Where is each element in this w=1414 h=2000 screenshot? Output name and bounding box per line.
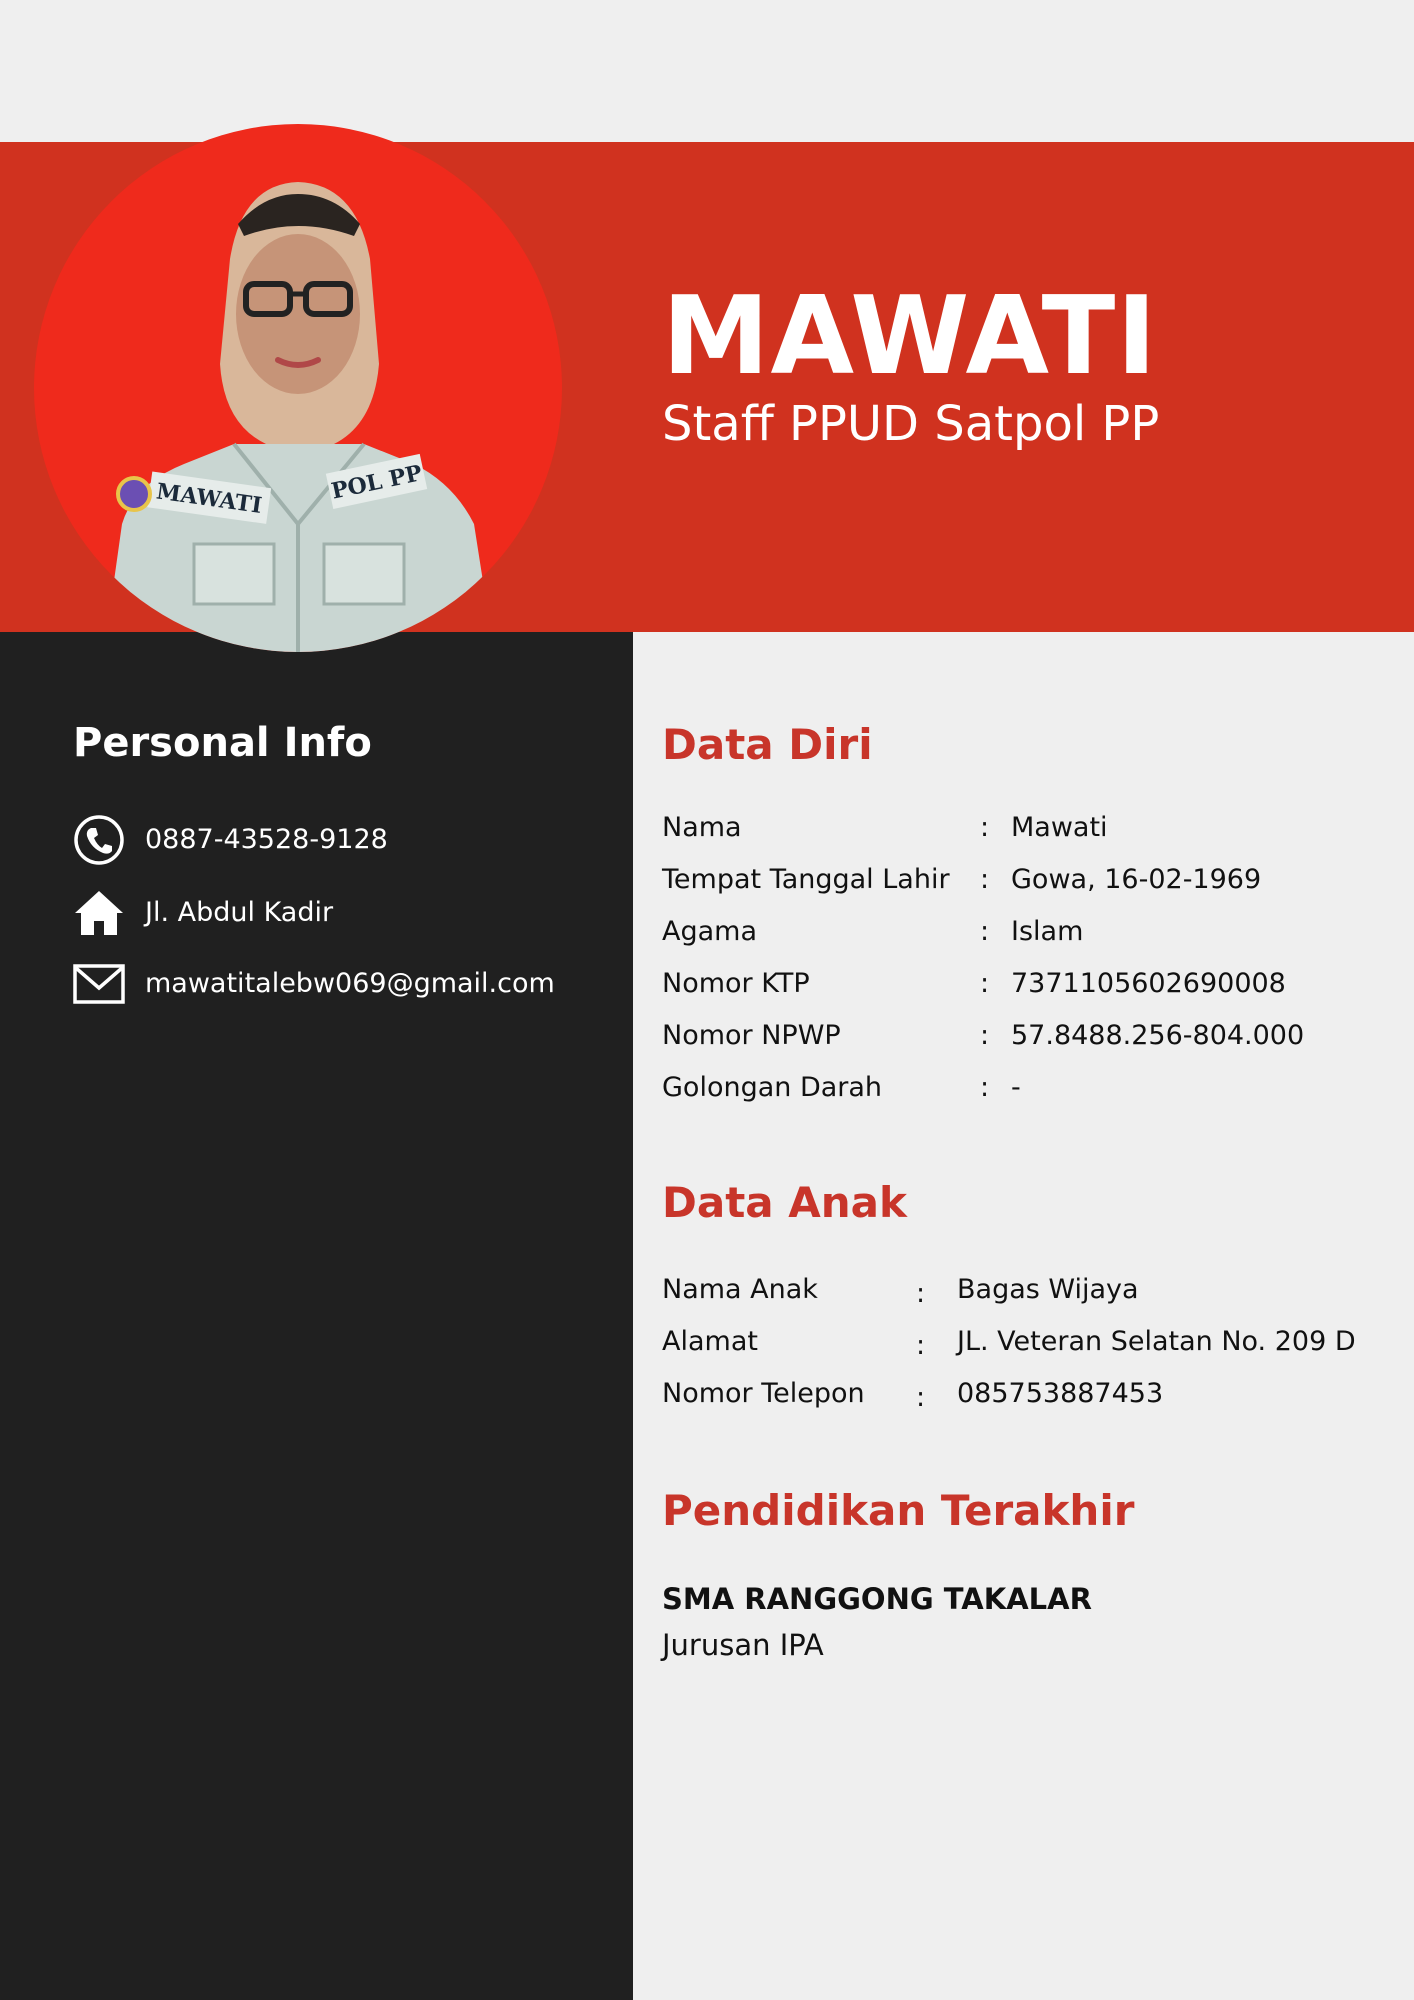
data-diri-row [662, 864, 1392, 904]
data-anak-row [662, 1274, 1392, 1314]
field-label: Agama [662, 916, 758, 947]
mail-icon [73, 958, 125, 1010]
field-label: Tempat Tanggal Lahir [662, 864, 950, 895]
person-name: MAWATI [662, 274, 1158, 399]
data-diri-row [662, 916, 1392, 956]
field-value: Bagas Wijaya [957, 1274, 1139, 1305]
phone-text: 0887-43528-9128 [145, 824, 388, 855]
badge-name-text: MAWATI [154, 478, 264, 519]
school-name: SMA RANGGONG TAKALAR [662, 1582, 1092, 1616]
data-anak-row [662, 1326, 1392, 1366]
field-value: JL. Veteran Selatan No. 209 D [957, 1326, 1356, 1357]
field-separator: : [916, 1382, 926, 1413]
field-label: Nama [662, 812, 742, 843]
field-value: Gowa, 16-02-1969 [1011, 864, 1262, 895]
data-diri-row [662, 812, 1392, 852]
badge-unit-text: POL PP [329, 460, 425, 505]
field-value: - [1011, 1072, 1021, 1103]
left-dark-panel [0, 433, 633, 2000]
field-separator: : [980, 812, 990, 843]
profile-photo [34, 124, 562, 652]
data-diri-row [662, 1072, 1392, 1112]
address-info-row [73, 887, 613, 939]
field-separator: : [916, 1278, 926, 1309]
field-separator: : [980, 968, 990, 999]
field-separator: : [980, 1020, 990, 1051]
field-value: 7371105602690008 [1011, 968, 1286, 999]
address-text: Jl. Abdul Kadir [145, 897, 334, 928]
field-label: Nama Anak [662, 1274, 818, 1305]
field-separator: : [916, 1330, 926, 1361]
data-anak-title: Data Anak [662, 1178, 907, 1227]
field-value: Mawati [1011, 812, 1108, 843]
field-label: Nomor Telepon [662, 1378, 865, 1409]
field-value: Islam [1011, 916, 1084, 947]
data-diri-row [662, 1020, 1392, 1060]
data-anak-row [662, 1378, 1392, 1418]
home-icon [73, 887, 125, 939]
field-label: Golongan Darah [662, 1072, 883, 1103]
field-value: 57.8488.256-804.000 [1011, 1020, 1305, 1051]
field-label: Alamat [662, 1326, 758, 1357]
field-separator: : [980, 1072, 990, 1103]
email-info-row [73, 958, 613, 1010]
personal-info-title: Personal Info [73, 720, 372, 766]
pendidikan-title: Pendidikan Terakhir [662, 1486, 1135, 1535]
field-separator: : [980, 916, 990, 947]
field-separator: : [980, 864, 990, 895]
email-text: mawatitalebw069@gmail.com [145, 968, 555, 999]
phone-info-row [73, 814, 613, 866]
field-value: 085753887453 [957, 1378, 1164, 1409]
field-label: Nomor NPWP [662, 1020, 841, 1051]
data-diri-row [662, 968, 1392, 1008]
person-role: Staff PPUD Satpol PP [662, 396, 1160, 452]
field-label: Nomor KTP [662, 968, 810, 999]
school-major: Jurusan IPA [662, 1628, 824, 1662]
data-diri-title: Data Diri [662, 720, 873, 769]
phone-icon [73, 814, 125, 866]
